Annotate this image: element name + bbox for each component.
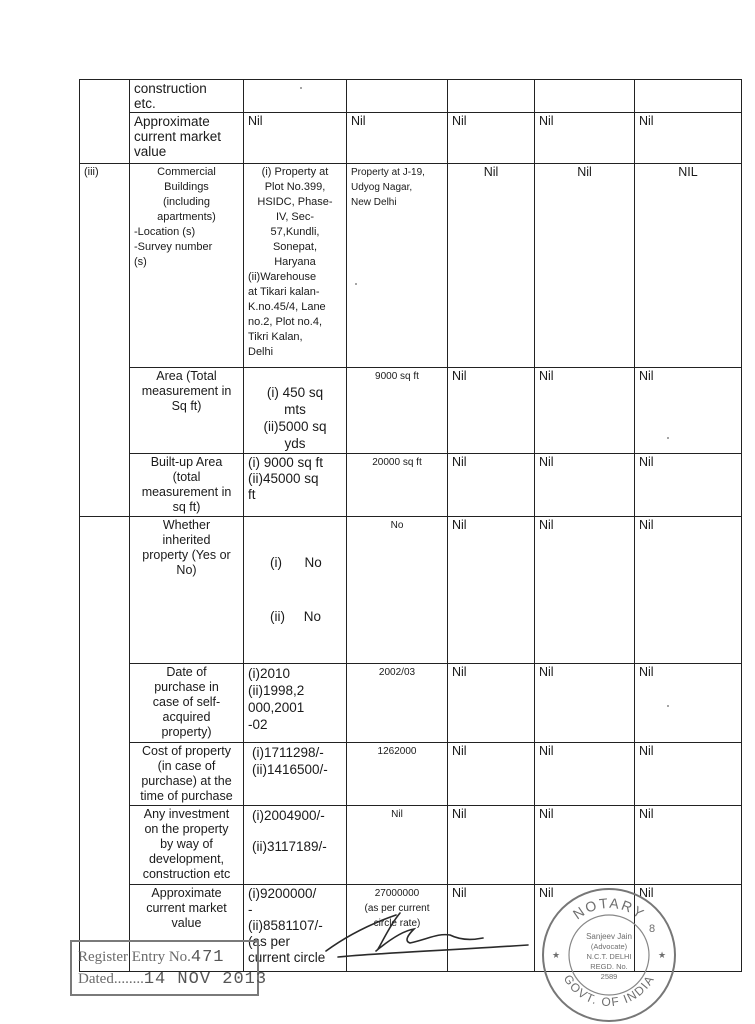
label-line: property): [161, 725, 212, 739]
value-line: -: [248, 902, 253, 917]
value-line: K.no.45/4, Lane: [248, 301, 326, 313]
dependent-1-cell: [448, 80, 535, 113]
dependent-1-cell: [448, 517, 535, 664]
notary-seal: [540, 886, 678, 1024]
value-text: Nil: [639, 744, 654, 758]
value-text: 20000 sq ft: [372, 457, 422, 468]
value-text: Nil: [539, 518, 554, 532]
table-row: [80, 664, 742, 743]
label-line: current market: [134, 129, 222, 144]
label-line: by way of: [160, 837, 213, 851]
value-line: (i)2004900/-: [252, 808, 325, 823]
item-label-cell: [130, 113, 244, 164]
value-line: (i)1711298/-: [252, 745, 324, 760]
dependent-2-cell: [535, 113, 635, 164]
item-label-cell: [130, 743, 244, 806]
label-line: purchase) at the: [141, 774, 232, 788]
value-line: Udyog Nagar,: [351, 182, 413, 193]
serial-cell: [80, 164, 130, 517]
value-line: (i) Property at: [261, 166, 329, 178]
seal-title: (Advocate): [590, 942, 628, 951]
item-label-cell: [130, 454, 244, 517]
value-line: (ii)Warehouse: [248, 271, 317, 283]
value-text: Nil: [639, 665, 654, 679]
value-line: (i) 450 sq: [266, 385, 324, 400]
value-line: (ii) No: [270, 609, 322, 624]
dependent-3-cell: [635, 517, 742, 664]
table-row: [80, 368, 742, 454]
label-line: Built-up Area: [150, 455, 223, 469]
spouse-value-cell: [347, 164, 448, 368]
value-text: Nil: [639, 369, 654, 383]
label-line: (s): [134, 256, 147, 268]
value-line: no.2, Plot no.4,: [248, 316, 322, 328]
value-line: at Tikari kalan-: [248, 286, 320, 298]
value-line: (ii)45000 sq: [248, 471, 319, 486]
label-line: No): [176, 563, 197, 577]
value-line: yds: [284, 436, 306, 451]
scan-speck: [355, 283, 357, 285]
label-line: (total: [172, 470, 201, 484]
spouse-value-cell: [347, 517, 448, 664]
value-text: Nil: [639, 807, 654, 821]
value-text: Nil: [639, 518, 654, 532]
seal-name: Sanjeev Jain: [586, 932, 632, 941]
label-line: Area (Total: [156, 369, 217, 383]
table-row: [80, 806, 742, 885]
seal-top-text: NOTARY: [569, 894, 649, 923]
serial-cell: [80, 80, 130, 164]
label-line: measurement in: [141, 384, 232, 398]
scan-speck: [667, 437, 669, 439]
serial-cell: [80, 517, 130, 972]
dependent-2-cell: [535, 806, 635, 885]
dependent-1-cell: [448, 113, 535, 164]
label-line: Buildings: [164, 181, 209, 193]
value-line: HSIDC, Phase-: [257, 196, 333, 208]
label-line: inherited: [162, 533, 211, 547]
item-label-cell: [130, 368, 244, 454]
scan-speck: [667, 705, 669, 707]
value-text: Nil: [452, 807, 467, 821]
label-line: on the property: [144, 822, 229, 836]
seal-side-mark: 8: [649, 923, 656, 935]
value-line: (ii)3117189/-: [252, 839, 327, 854]
value-text: Nil: [539, 114, 554, 128]
value-text: Nil: [452, 886, 467, 900]
value-text: Nil: [452, 455, 467, 469]
label-line: construction: [134, 81, 207, 96]
label-line: (including: [162, 196, 211, 208]
value-text: Nil: [351, 114, 366, 128]
spouse-value-cell: [347, 80, 448, 113]
value-text: Nil: [539, 807, 554, 821]
table-row: [80, 517, 742, 664]
value-text: Nil: [639, 455, 654, 469]
value-line: circle rate): [373, 918, 421, 929]
value-line: (ii)5000 sq: [263, 419, 327, 434]
item-label-cell: [130, 517, 244, 664]
spouse-value-cell: [347, 454, 448, 517]
value-line: 57,Kundli,: [270, 226, 320, 238]
dependent-2-cell: [535, 164, 635, 368]
label-line: purchase in: [154, 680, 219, 694]
label-line: Approximate: [151, 886, 222, 900]
dependent-2-cell: [535, 368, 635, 454]
value-line: Sonepat,: [272, 241, 318, 253]
spacer: [252, 824, 342, 838]
value-text: Nil: [639, 114, 654, 128]
value-line: (ii)8581107/-: [248, 918, 323, 933]
dependent-3-cell: [635, 80, 742, 113]
value-line: IV, Sec-: [275, 211, 315, 223]
dependent-1-cell: [448, 664, 535, 743]
dependent-2-cell: [535, 743, 635, 806]
value-text: 1262000: [377, 746, 417, 757]
seal-regd-number: 2589: [600, 972, 618, 981]
item-label-cell: [130, 164, 244, 368]
value-line: current circle: [248, 950, 326, 965]
item-label-cell: [130, 806, 244, 885]
dependent-1-cell: [448, 454, 535, 517]
register-date-label: Dated........: [78, 971, 144, 987]
label-line: measurement in: [141, 485, 232, 499]
value-line: Plot No.399,: [264, 181, 326, 193]
dependent-2-cell: [535, 517, 635, 664]
dependent-3-cell: [635, 368, 742, 454]
label-line: current market: [146, 901, 227, 915]
register-entry-stamp: [70, 940, 268, 996]
dependent-3-cell: [635, 454, 742, 517]
self-value-cell: [244, 368, 347, 454]
value-text: Nil: [452, 369, 467, 383]
value-line: Haryana: [274, 256, 316, 268]
self-value-cell: [244, 113, 347, 164]
value-line: 27000000: [374, 888, 420, 899]
label-line: -Location (s): [134, 226, 196, 238]
value-text: Nil: [248, 114, 263, 128]
value-text: Nil: [452, 518, 467, 532]
seal-star-icon: ★: [552, 950, 561, 960]
dependent-3-cell: [635, 806, 742, 885]
spouse-value-cell: [347, 743, 448, 806]
signature-image: [318, 905, 538, 965]
dependent-2-cell: [535, 454, 635, 517]
value-text: Nil: [539, 455, 554, 469]
label-line: sq ft): [172, 500, 201, 514]
label-line: construction etc: [142, 867, 231, 881]
table-row: [80, 164, 742, 368]
item-label-cell: [130, 664, 244, 743]
label-line: Sq ft): [171, 399, 202, 413]
dependent-1-cell: [448, 164, 535, 368]
label-line: -Survey number: [134, 241, 213, 253]
table-row: [80, 113, 742, 164]
value-line: (i) No: [270, 555, 322, 570]
label-line: case of self-: [152, 695, 221, 709]
scan-speck: [300, 87, 302, 89]
seal-star-icon: ★: [658, 950, 667, 960]
self-value-cell: [244, 454, 347, 517]
register-date-value: 14 NOV 2013: [143, 970, 268, 989]
table-row: [80, 80, 742, 113]
dependent-3-cell: [635, 113, 742, 164]
spouse-value-cell: [347, 806, 448, 885]
value-line: mts: [284, 402, 306, 417]
spouse-value-cell: [347, 664, 448, 743]
value-text: Nil: [539, 369, 554, 383]
value-line: Delhi: [248, 346, 274, 358]
label-line: value: [134, 144, 167, 159]
value-line: (as per: [248, 934, 291, 949]
value-text: Nil: [391, 809, 403, 820]
label-line: (in case of: [157, 759, 216, 773]
label-line: property (Yes or: [142, 548, 231, 562]
value-text: No: [390, 520, 404, 531]
value-text: Nil: [452, 744, 467, 758]
value-text: 2002/03: [378, 667, 416, 678]
item-label-cell: [130, 80, 244, 113]
table-row: [80, 743, 742, 806]
value-text: Nil: [483, 165, 499, 179]
label-line: development,: [148, 852, 225, 866]
label-line: time of purchase: [140, 789, 233, 803]
seal-jurisdiction: N.C.T. DELHI: [586, 952, 632, 961]
value-line: -02: [248, 717, 268, 732]
dependent-1-cell: [448, 368, 535, 454]
value-line: (i) 9000 sq ft: [248, 455, 324, 470]
spouse-value-cell: [347, 368, 448, 454]
value-line: (ii)1416500/-: [252, 762, 328, 777]
value-line: New Delhi: [351, 197, 397, 208]
dependent-1-cell: [448, 806, 535, 885]
value-line: (ii)1998,2: [248, 683, 305, 698]
value-line: 000,2001: [248, 700, 305, 715]
dependent-2-cell: [535, 80, 635, 113]
dependent-2-cell: [535, 664, 635, 743]
assets-declaration-table: [79, 79, 742, 972]
table-row: [80, 454, 742, 517]
self-value-cell: [244, 743, 347, 806]
label-line: value: [171, 916, 202, 930]
label-line: Any investment: [143, 807, 230, 821]
register-entry-number: 471: [190, 948, 225, 967]
value-line: (as per current: [364, 903, 430, 914]
value-text: Nil: [539, 744, 554, 758]
value-line: Property at J-19,: [351, 167, 425, 178]
label-line: etc.: [134, 96, 156, 111]
register-entry-label: Register Entry No.: [78, 949, 191, 965]
label-line: Commercial: [157, 166, 216, 178]
label-line: Approximate: [134, 114, 210, 129]
value-text: Nil: [577, 165, 592, 179]
value-text: NIL: [678, 165, 698, 179]
spouse-value-cell: [347, 113, 448, 164]
label-line: acquired: [162, 710, 211, 724]
register-entry-line: [78, 948, 225, 967]
seal-regd-label: REGD. No.: [590, 962, 628, 971]
value-text: Nil: [539, 665, 554, 679]
dependent-3-cell: [635, 164, 742, 368]
value-text: Nil: [639, 886, 654, 900]
self-value-cell: [244, 517, 347, 664]
label-line: apartments): [157, 211, 216, 223]
label-line: Whether: [162, 518, 211, 532]
serial-number: (iii): [84, 166, 99, 178]
register-date-line: [78, 970, 267, 989]
seal-bottom-text: GOVT. OF INDIA: [560, 972, 658, 1010]
self-value-cell: [244, 80, 347, 113]
value-line: (i)9200000/: [248, 886, 317, 901]
value-line: (i)2010: [248, 666, 291, 681]
value-text: Nil: [452, 665, 467, 679]
dependent-3-cell: [635, 743, 742, 806]
value-line: Tikri Kalan,: [248, 331, 303, 343]
self-value-cell: [244, 664, 347, 743]
dependent-3-cell: [635, 664, 742, 743]
value-text: Nil: [539, 886, 554, 900]
value-text: Nil: [452, 114, 467, 128]
value-line: ft: [248, 487, 256, 502]
self-value-cell: [244, 164, 347, 368]
self-value-cell: [244, 806, 347, 885]
dependent-1-cell: [448, 743, 535, 806]
label-line: Date of: [166, 665, 207, 679]
value-text: 9000 sq ft: [375, 371, 419, 382]
label-line: Cost of property: [142, 744, 231, 758]
